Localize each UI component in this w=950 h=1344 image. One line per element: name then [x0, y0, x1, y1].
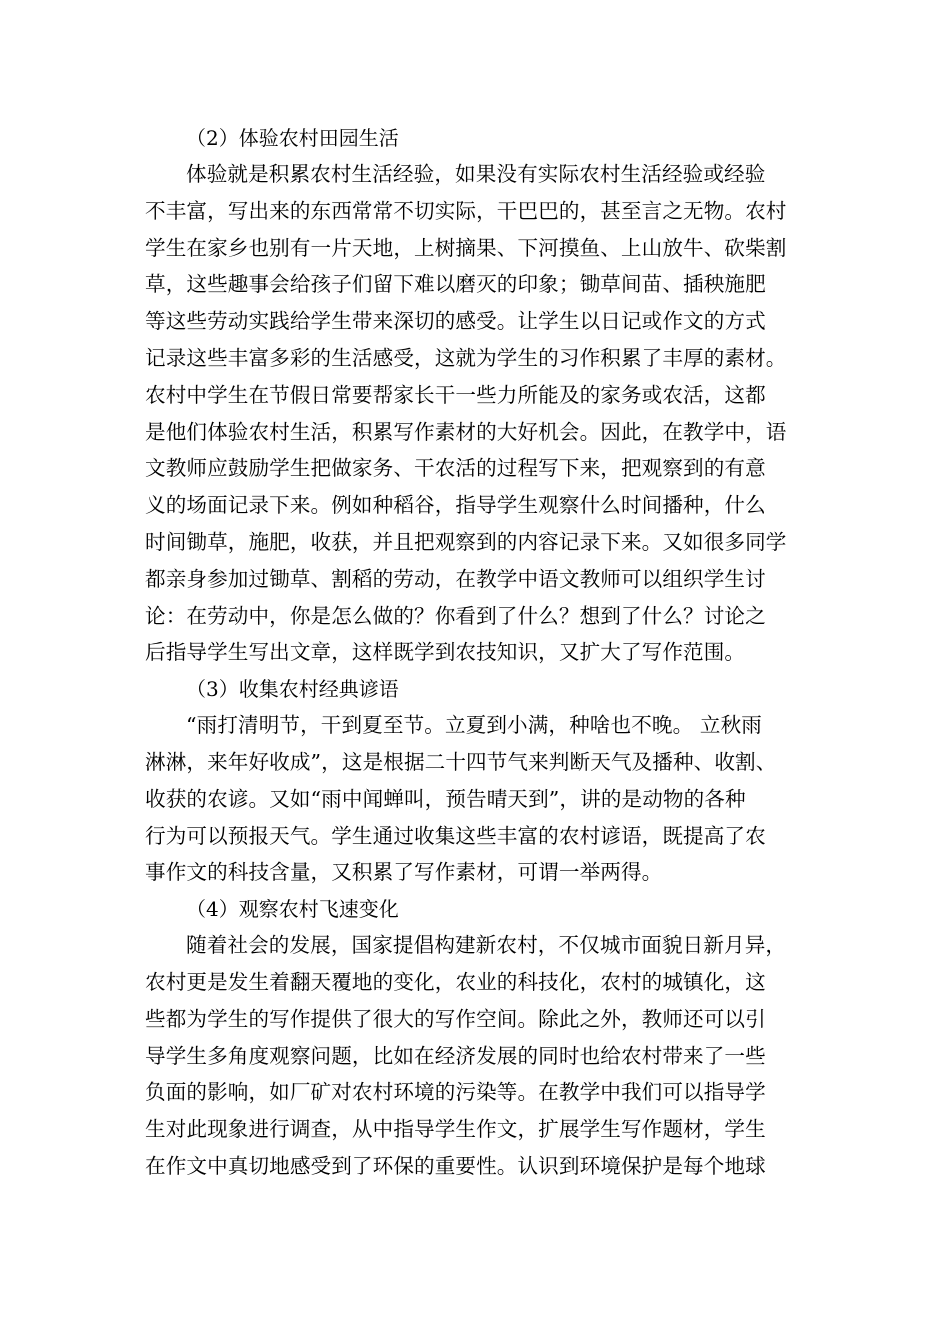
paragraph-line: 农村更是发生着翻天覆地的变化，农业的科技化，农村的城镇化，这 — [145, 969, 766, 994]
paragraph-line: 农村中学生在节假日常要帮家长干一些力所能及的家务或农活，这都 — [145, 382, 766, 407]
paragraph-line: 都亲身参加过锄草、割稻的劳动，在教学中语文教师可以组织学生讨 — [145, 566, 766, 591]
paragraph-line: 在作文中真切地感受到了环保的重要性。认识到环境保护是每个地球 — [145, 1153, 766, 1178]
paragraph-line: 随着社会的发展，国家提倡构建新农村，不仅城市面貌日新月异， — [186, 933, 787, 958]
paragraph-line: 文教师应鼓励学生把做家务、干农活的过程写下来，把观察到的有意 — [145, 456, 766, 481]
paragraph-line: 学生在家乡也别有一片天地，上树摘果、下河摸鱼、上山放牛、砍柴割 — [145, 235, 787, 260]
paragraph-line: 草，这些趣事会给孩子们留下难以磨灭的印象；锄草间苗、插秧施肥 — [145, 272, 766, 297]
document-page — [145, 120, 809, 1185]
paragraph-line: 些都为学生的写作提供了很大的写作空间。除此之外，教师还可以引 — [145, 1006, 766, 1031]
paragraph-line: 淋淋，来年好收成”，这是根据二十四节气来判断天气及播种、收割、 — [145, 749, 777, 774]
section-heading: （2）体验农村田园生活 — [186, 126, 399, 150]
section-heading: （3）收集农村经典谚语 — [186, 677, 399, 702]
paragraph-line: 后指导学生写出文章，这样既学到农技知识，又扩大了写作范围。 — [145, 640, 746, 665]
paragraph-line: 义的场面记录下来。例如种稻谷，指导学生观察什么时间播种，什么 — [145, 493, 766, 518]
paragraph-line: 不丰富，写出来的东西常常不切实际，干巴巴的，甚至言之无物。农村 — [145, 198, 787, 223]
paragraph-line: 导学生多角度观察问题，比如在经济发展的同时也给农村带来了一些 — [145, 1043, 766, 1068]
section-rural-life — [145, 120, 809, 671]
paragraph-line: 事作文的科技含量，又积累了写作素材，可谓一举两得。 — [145, 860, 663, 885]
paragraph-line: 体验就是积累农村生活经验，如果没有实际农村生活经验或经验 — [186, 162, 766, 186]
paragraph-line: 等这些劳动实践给学生带来深切的感受。让学生以日记或作文的方式 — [145, 309, 766, 334]
section-proverbs — [145, 671, 809, 891]
paragraph-line: “雨打清明节，干到夏至节。立夏到小满，种啥也不晚。 立秋雨 — [186, 713, 763, 738]
paragraph-line: 生对此现象进行调查，从中指导学生作文，扩展学生写作题材，学生 — [145, 1117, 766, 1142]
paragraph-line: 论：在劳动中，你是怎么做的？你看到了什么？想到了什么？讨论之 — [145, 603, 766, 628]
paragraph-line: 时间锄草，施肥，收获，并且把观察到的内容记录下来。又如很多同学 — [145, 529, 787, 554]
paragraph-line: 收获的农谚。又如“雨中闻蝉叫，预告晴天到”，讲的是动物的各种 — [145, 786, 746, 811]
paragraph-line: 行为可以预报天气。学生通过收集这些丰富的农村谚语，既提高了农 — [145, 823, 766, 848]
paragraph-line: 负面的影响，如厂矿对农村环境的污染等。在教学中我们可以指导学 — [145, 1080, 766, 1105]
section-heading: （4）观察农村飞速变化 — [186, 897, 399, 922]
section-rural-change — [145, 891, 809, 1185]
paragraph-line: 是他们体验农村生活，积累写作素材的大好机会。因此，在教学中，语 — [145, 419, 787, 444]
paragraph-line: 记录这些丰富多彩的生活感受，这就为学生的习作积累了丰厚的素材。 — [145, 345, 787, 370]
